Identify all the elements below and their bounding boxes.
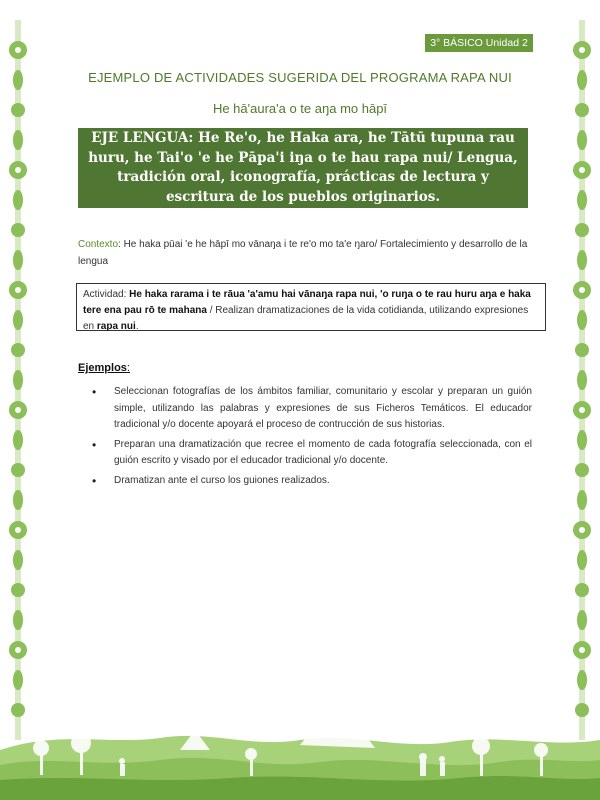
landscape-footer-illustration [0,690,600,800]
right-decorative-border [568,20,596,740]
eje-text: EJE LENGUA: He Re'o, he Haka ara, he Tātū tupuna rau huru, he Tai'o 'e he Pāpa'i iŋa o te hau rapa nui/ Lengua, tradición oral, iconografía, prácticas de lectura y escritura de los pueblos originarios. [88,130,518,205]
contexto-text: : He haka pūai 'e he hāpī mo vānaŋa i te re'o mo ta'e ŋaro/ Fortalecimiento y desarrollo de la lengua [78,239,528,267]
page-title: EJEMPLO DE ACTIVIDADES SUGERIDA DEL PROGRAMA RAPA NUI [88,70,512,85]
actividad-box [76,283,546,331]
actividad-rapanui-text: He haka rarama i te rāua 'a'amu hai vānaŋa rapa nui, 'o ruŋa o te rau huru aŋa e haka tere ena pau rō te mahana [83,289,531,316]
ejemplos-colon: : [126,362,130,374]
contexto-paragraph [78,236,548,270]
actividad-text: / Realizan dramatizaciones de la vida cotidianda, utilizando expresiones en [83,305,529,332]
ejemplos-heading [78,362,130,374]
ejemplos-list [92,384,532,492]
actividad-period: . [135,321,139,332]
grade-unit-badge: 3° BÁSICO Unidad 2 [425,34,533,52]
left-decorative-border [4,20,32,740]
actividad-label: Actividad: [83,289,130,300]
list-item: • Dramatizan ante el curso los guiones realizados. [92,473,532,490]
page-subtitle: He hā'aura'a o te aŋa mo hāpī [212,101,388,116]
eje-banner [78,128,528,208]
list-item: • Preparan una dramatización que recree el momento de cada fotografía seleccionada, con el guión escrito y visado por el educador tradicional y/o docente. [92,437,532,470]
ejemplos-title: Ejemplos [78,362,127,374]
contexto-label: Contexto [78,239,119,250]
list-item: • Seleccionan fotografías de los ámbitos familiar, comunitario y escolar y preparan un guión simple, utilizando las palabras y expresiones de sus Ficheros Temáticos. El educador tradicional y/o docente apoyará el proceso de contrucción de sus historias. [92,384,532,434]
actividad-rapanui-end: rapa nui [96,321,136,332]
